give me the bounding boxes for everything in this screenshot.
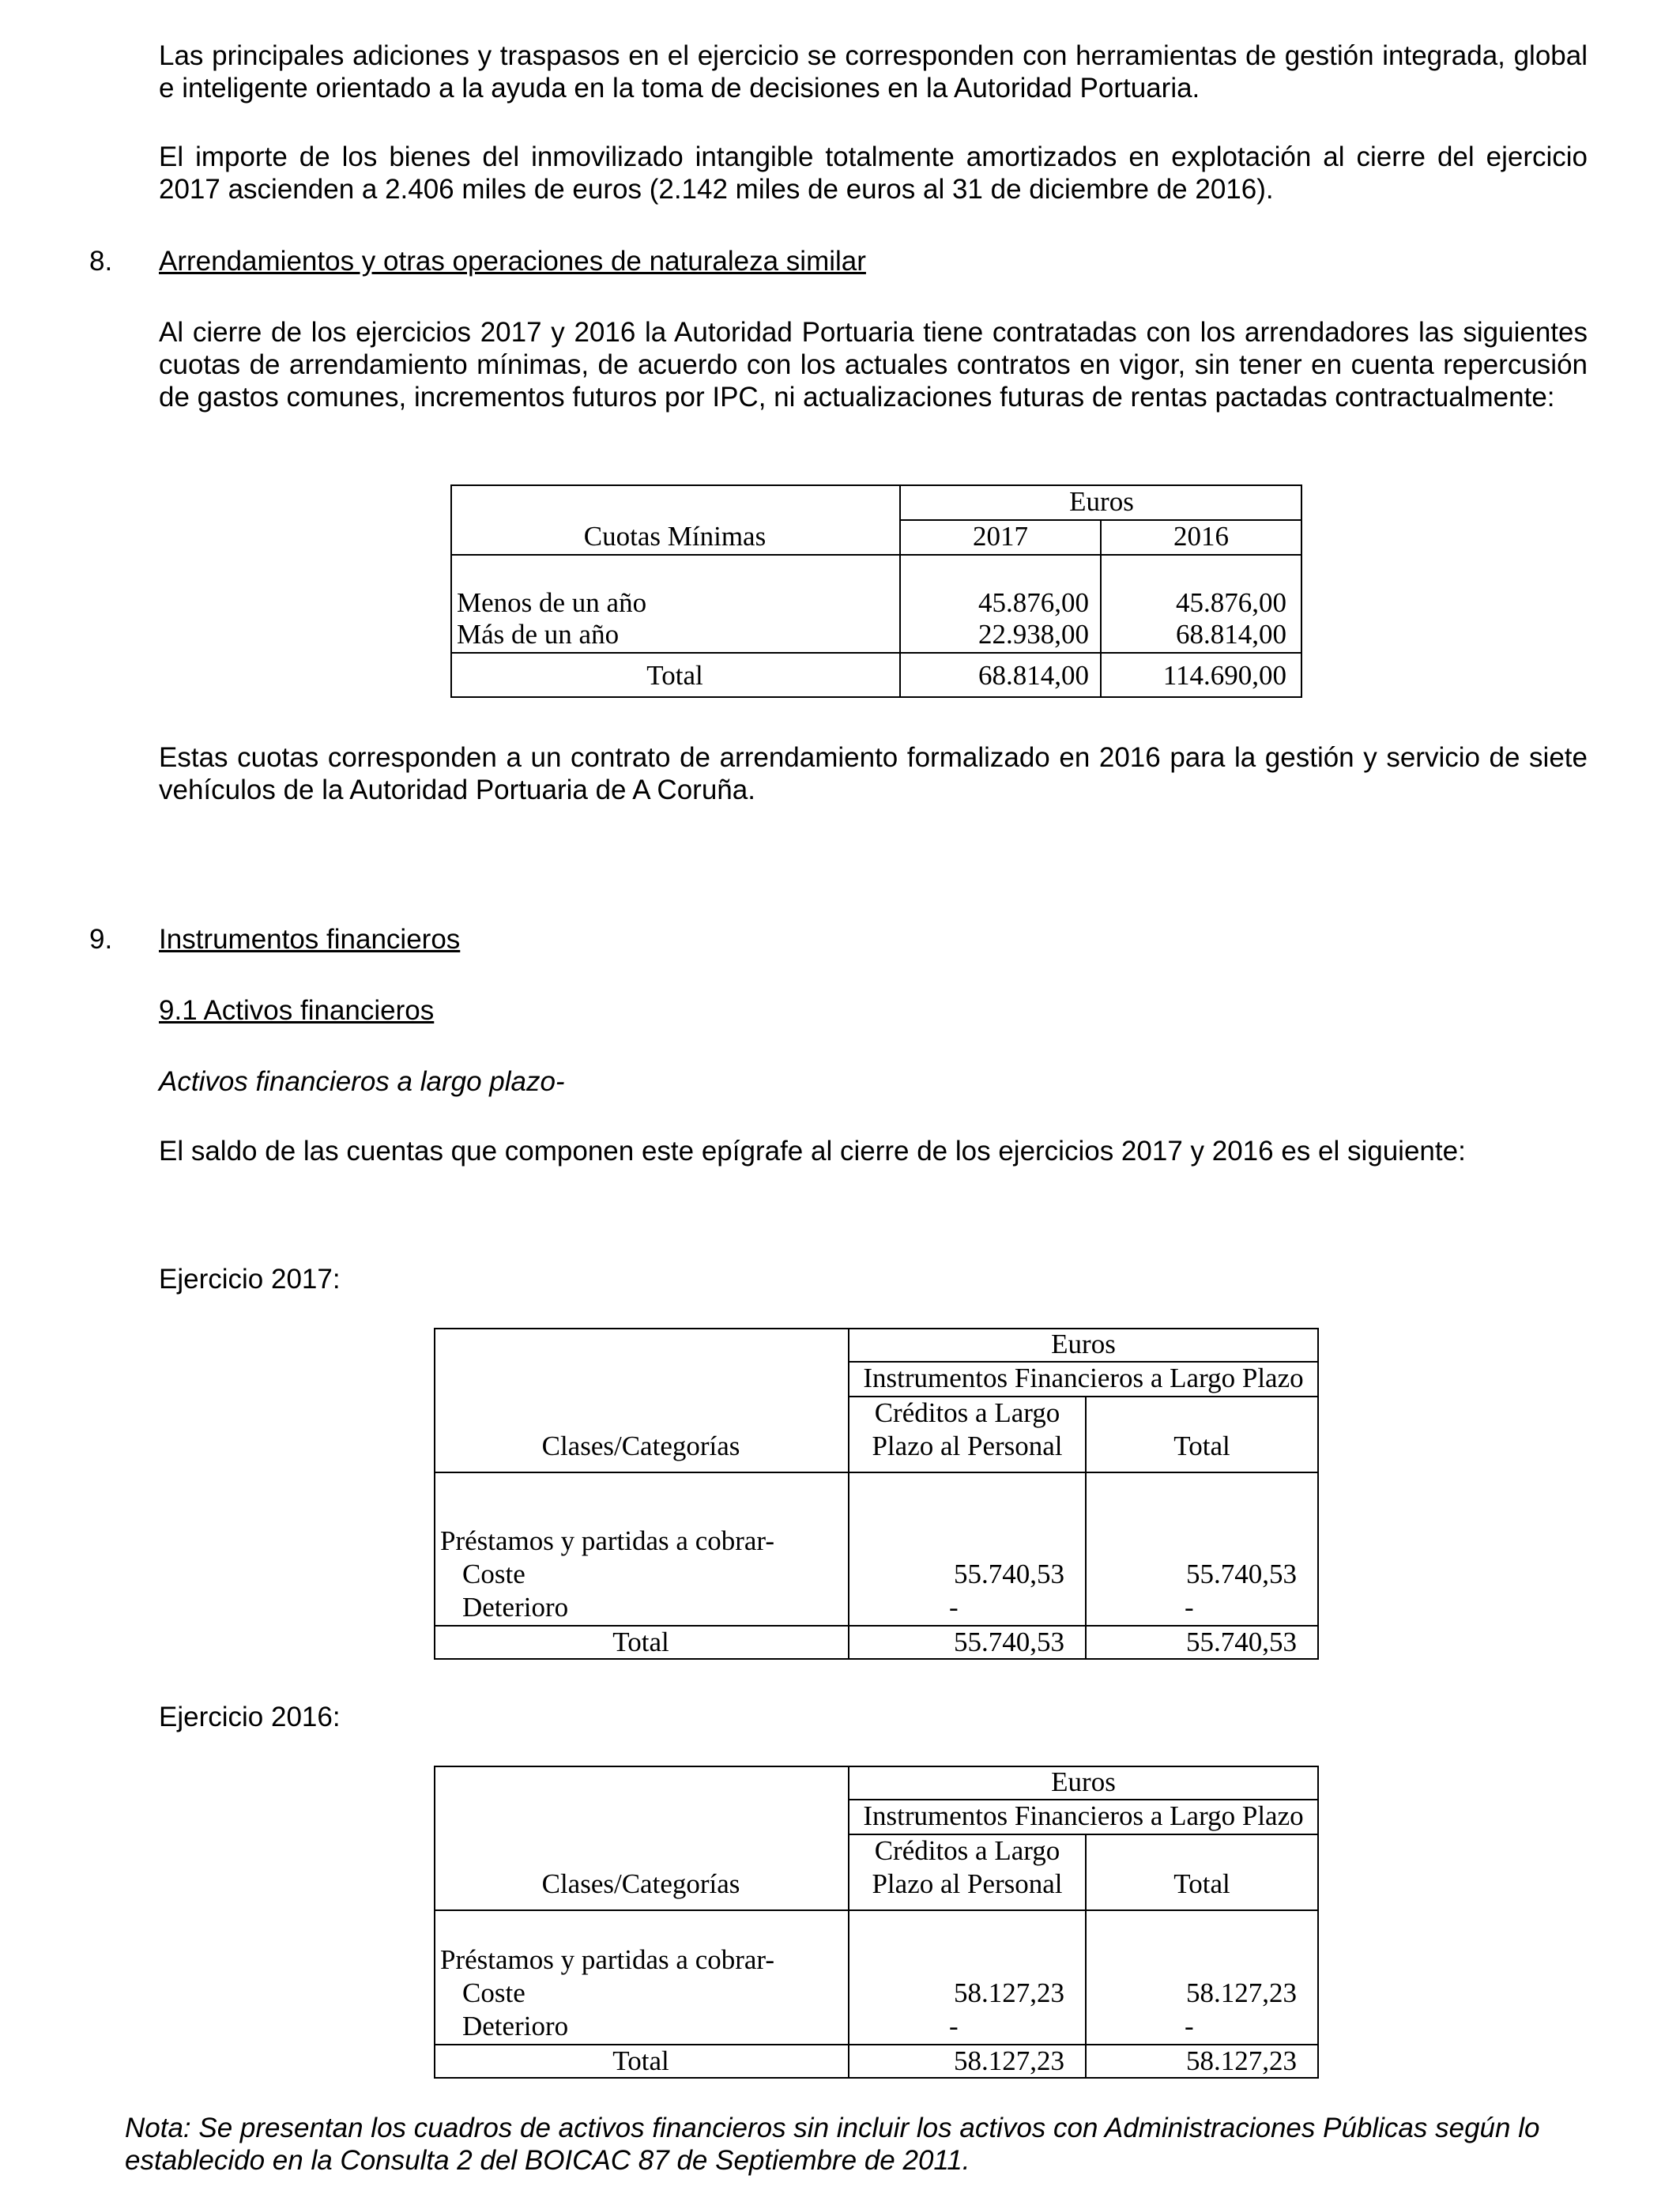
intro-paragraph-2: El importe de los bienes del inmovilizado intangible totalmente amortizados en explotación al cierre del ejercicio 2017 ascienden a 2.406 miles de euros (2.142 miles de euros al 31 de diciembre de 2016).: [159, 141, 1588, 205]
subsection-9-1-title: 9.1 Activos financieros: [159, 995, 435, 1026]
euros-header: Euros: [1051, 1766, 1116, 1797]
section-8-paragraph-2: Estas cuotas corresponden a un contrato de arrendamiento formalizado en 2016 para la gestión y servicio de siete vehículos de la Autoridad Portuaria de A Coruña.: [159, 742, 1588, 805]
financial-assets-table-2017: [434, 1328, 1319, 1660]
leasing-total-2017: 68.814,00: [978, 660, 1089, 691]
leasing-row-2016: 68.814,00: [1176, 619, 1286, 650]
leasing-row-2017: 45.876,00: [978, 587, 1089, 618]
intro-paragraph-1: Las principales adiciones y traspasos en el ejercicio se corresponden con herramientas de gestión integrada, global e inteligente orientado a la ayuda en la toma de decisiones en la Autoridad Portuaria.: [159, 40, 1588, 104]
subsection-long-term-title: Activos financieros a largo plazo-: [159, 1066, 565, 1097]
deterioro-total-value: -: [1185, 2011, 1194, 2041]
leasing-col-label: Cuotas Mínimas: [583, 521, 767, 552]
credit-col-line-1: Créditos a Largo: [874, 1835, 1060, 1866]
leasing-table: [450, 484, 1302, 698]
total-total-value: 58.127,23: [1186, 2045, 1297, 2076]
class-col-header: Clases/Categorías: [541, 1431, 740, 1461]
section-8-number: 8.: [89, 246, 113, 277]
leasing-row-2017: 22.938,00: [978, 619, 1089, 650]
footnote: Nota: Se presentan los cuadros de activos financieros sin incluir los activos con Administraciones Públicas según lo establecido en la Consulta 2 del BOICAC 87 de Septiembre de 2011.: [125, 2113, 1540, 2176]
coste-label: Coste: [462, 1977, 525, 2008]
total-credit-value: 55.740,53: [954, 1627, 1064, 1657]
total-row-label: Total: [612, 1627, 669, 1657]
coste-total-value: 58.127,23: [1186, 1977, 1297, 2008]
total-credit-value: 58.127,23: [954, 2045, 1064, 2076]
credit-col-line-2: Plazo al Personal: [872, 1431, 1063, 1461]
table-2016-heading: Ejercicio 2016:: [159, 1702, 341, 1732]
total-row-label: Total: [612, 2045, 669, 2076]
group-header: Instrumentos Financieros a Largo Plazo: [863, 1800, 1304, 1831]
financial-assets-table-2016: [434, 1766, 1319, 2079]
leasing-row-label: Menos de un año: [457, 587, 647, 618]
deterioro-total-value: -: [1185, 1592, 1194, 1623]
section-8-paragraph: Al cierre de los ejercicios 2017 y 2016 la Autoridad Portuaria tiene contratadas con los arrendadores las siguientes cuotas de arrendamiento mínimas, de acuerdo con los actuales contratos en vigor, sin tener en cuenta repercusión de gastos comunes, incrementos futuros por IPC, ni actualizaciones futuras de rentas pactadas contractualmente:: [159, 317, 1588, 413]
class-col-header: Clases/Categorías: [541, 1868, 740, 1899]
leasing-year-2016: 2016: [1173, 521, 1229, 552]
total-total-value: 55.740,53: [1186, 1627, 1297, 1657]
credit-col-line-1: Créditos a Largo: [874, 1397, 1060, 1428]
deterioro-credit-value: -: [949, 2011, 959, 2041]
leasing-total-label: Total: [646, 660, 703, 691]
category-label: Préstamos y partidas a cobrar-: [440, 1525, 775, 1556]
leasing-row-2016: 45.876,00: [1176, 587, 1286, 618]
group-header: Instrumentos Financieros a Largo Plazo: [863, 1363, 1304, 1393]
leasing-euros-header: Euros: [1069, 486, 1134, 517]
deterioro-label: Deterioro: [462, 2011, 569, 2041]
coste-credit-value: 55.740,53: [954, 1559, 1064, 1589]
euros-header: Euros: [1051, 1329, 1116, 1359]
category-label: Préstamos y partidas a cobrar-: [440, 1944, 775, 1975]
section-9-number: 9.: [89, 924, 113, 955]
table-2017-heading: Ejercicio 2017:: [159, 1264, 341, 1295]
coste-credit-value: 58.127,23: [954, 1977, 1064, 2008]
total-col-header: Total: [1173, 1868, 1230, 1899]
credit-col-line-2: Plazo al Personal: [872, 1868, 1063, 1899]
leasing-total-2016: 114.690,00: [1162, 660, 1286, 691]
leasing-year-2017: 2017: [973, 521, 1028, 552]
section-9-paragraph: El saldo de las cuentas que componen este epígrafe al cierre de los ejercicios 2017 y 2016 es el siguiente:: [159, 1136, 1466, 1167]
coste-total-value: 55.740,53: [1186, 1559, 1297, 1589]
deterioro-label: Deterioro: [462, 1592, 569, 1623]
section-8-title: Arrendamientos y otras operaciones de naturaleza similar: [159, 246, 866, 277]
total-col-header: Total: [1173, 1431, 1230, 1461]
section-9-title: Instrumentos financieros: [159, 924, 461, 955]
leasing-row-label: Más de un año: [457, 619, 620, 650]
deterioro-credit-value: -: [949, 1592, 959, 1623]
coste-label: Coste: [462, 1559, 525, 1589]
